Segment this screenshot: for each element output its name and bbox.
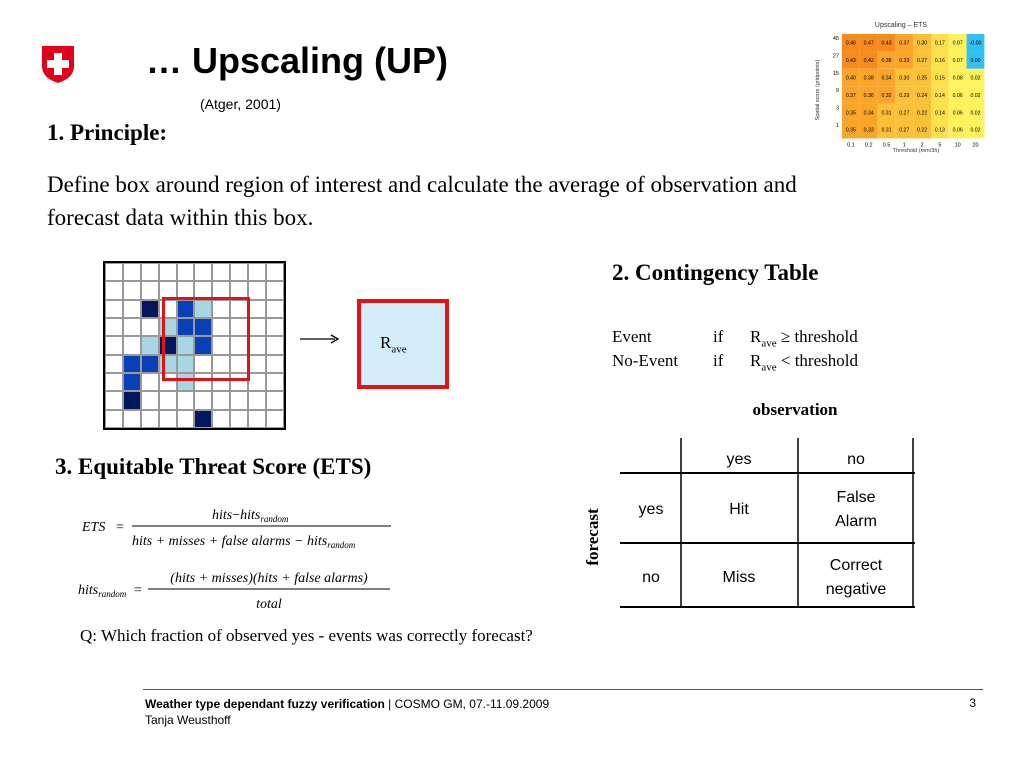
grid-cell: [248, 281, 266, 299]
grid-cell: [248, 318, 266, 336]
col-no: no: [847, 451, 865, 468]
grid-cell: [177, 391, 195, 409]
heatmap-row-label: 45: [832, 36, 839, 42]
grid-cell: [105, 281, 123, 299]
heatmap-col-label: 20: [972, 142, 979, 149]
heatmap-value: 0.33: [899, 58, 910, 65]
slide-title: … Upscaling (UP): [146, 40, 449, 81]
heatmap-col-label: 0.5: [882, 142, 891, 149]
section-contingency-heading: 2. Contingency Table: [612, 260, 819, 285]
principle-text: Define box around region of interest and calculate the average of observation and forecast data within this box.: [47, 172, 797, 230]
grid-cell: [212, 391, 230, 409]
heatmap-value: 0.37: [845, 92, 856, 99]
grid-cell: [141, 336, 159, 354]
heatmap-ylabel: Spatial score (gridpoints): [815, 59, 821, 121]
grid-cell: [141, 300, 159, 318]
heatmap-value: 0.43: [845, 58, 856, 65]
heatmap-title: Upscaling – ETS: [874, 22, 928, 29]
page-number: 3: [969, 696, 976, 710]
footer-event: | COSMO GM, 07.-11.09.2009: [384, 697, 550, 711]
grid-cell: [105, 355, 123, 373]
upscaling-box: [162, 297, 250, 381]
heatmap-value: 0.34: [863, 110, 874, 117]
heatmap-value: 0.14: [934, 92, 945, 99]
forecast-label: forecast: [583, 508, 602, 566]
heatmap-value: 0.47: [863, 40, 874, 47]
heatmap-row-label: 15: [832, 70, 839, 77]
heatmap-value: 0.36: [863, 92, 874, 99]
heatmap-value: 0.22: [917, 110, 928, 117]
heatmap-value: 0.43: [881, 40, 892, 47]
heatmap-value: 0.02: [970, 110, 981, 117]
cell-correct-neg-1: Correct: [829, 557, 883, 574]
cell-correct-neg-2: negative: [825, 581, 887, 598]
grid-cell: [248, 300, 266, 318]
grid-cell: [123, 318, 141, 336]
footer-title: Weather type dependant fuzzy verification: [145, 697, 385, 711]
heatmap-value: 0.14: [934, 110, 945, 117]
grid-cell: [266, 355, 284, 373]
grid-cell: [105, 300, 123, 318]
heatmap-value: 0.22: [917, 127, 928, 134]
observation-label: observation: [752, 400, 838, 419]
heatmap-col-label: 5: [938, 142, 942, 149]
grid-cell: [105, 391, 123, 409]
heatmap-value: 0.35: [845, 127, 856, 134]
row-yes: yes: [638, 501, 664, 518]
grid-cell: [177, 263, 195, 281]
heatmap-value: 0.06: [952, 92, 963, 99]
heatmap-value: 0.42: [863, 58, 874, 65]
grid-cell: [141, 391, 159, 409]
grid-cell: [266, 391, 284, 409]
heatmap-value: 0.35: [845, 110, 856, 117]
ets-heatmap: [810, 18, 986, 160]
ets-eq: =: [116, 520, 124, 535]
grid-cell: [194, 410, 212, 428]
heatmap-value: 0.15: [934, 75, 945, 82]
heatmap-value: 0.24: [917, 92, 928, 99]
heatmap-col-label: 0.2: [864, 142, 873, 149]
grid-cell: [230, 410, 248, 428]
grid-cell: [194, 263, 212, 281]
grid-cell: [123, 410, 141, 428]
ets-formulas: [78, 505, 408, 615]
cell-miss: Miss: [722, 569, 756, 586]
grid-cell: [105, 410, 123, 428]
grid-cell: [123, 391, 141, 409]
grid-cell: [105, 336, 123, 354]
col-yes: yes: [726, 451, 752, 468]
heatmap-value: 0.17: [934, 40, 945, 47]
heatmap-row-label: 9: [835, 88, 839, 95]
cell-false-alarm-2: Alarm: [835, 513, 877, 530]
ets-denominator: hits + misses + false alarms − hits$_{random}$: [132, 534, 356, 550]
cell-hit: Hit: [729, 501, 749, 518]
grid-cell: [266, 318, 284, 336]
heatmap-value: 0.30: [917, 40, 928, 47]
grid-cell: [230, 263, 248, 281]
grid-cell: [141, 410, 159, 428]
grid-cell: [159, 410, 177, 428]
heatmap-value: 0.06: [952, 110, 963, 117]
grid-cell: [212, 410, 230, 428]
heatmap-col-label: 1: [902, 142, 906, 149]
grid-cell: [105, 373, 123, 391]
grid-cell: [141, 373, 159, 391]
rule-event: Event if $R_{ave}$ ≥ threshold: [612, 327, 858, 350]
grid-cell: [266, 300, 284, 318]
grid-cell: [248, 355, 266, 373]
heatmap-value: -0.00: [969, 40, 982, 47]
ets-numerator: hits−hits$_{random}$: [212, 508, 289, 524]
heatmap-row-label: 27: [832, 53, 839, 60]
grid-cell: [230, 391, 248, 409]
heatmap-row-label: 1: [835, 123, 839, 129]
heatmap-value: 0.02: [970, 92, 981, 99]
heatmap-value: 0.34: [881, 75, 892, 82]
cell-false-alarm-1: False: [836, 489, 876, 506]
grid-cell: [105, 263, 123, 281]
heatmap-value: 0.07: [952, 40, 963, 47]
heatmap-value: 0.06: [952, 127, 963, 134]
heatmap-value: 0.02: [970, 127, 981, 134]
grid-cell: [141, 281, 159, 299]
heatmap-value: 0.02: [970, 75, 981, 82]
heatmap-value: 0.38: [881, 58, 892, 65]
heatmap-value: 0.13: [934, 127, 945, 134]
grid-cell: [266, 263, 284, 281]
hr-eq: =: [134, 583, 142, 598]
heatmap-value: 0.30: [899, 75, 910, 82]
footer-divider: [143, 689, 983, 690]
rave-label: $R_{ave}$: [380, 333, 407, 356]
grid-cell: [141, 355, 159, 373]
grid-cell: [266, 373, 284, 391]
heatmap-value: 0.00: [970, 58, 981, 65]
heatmap-col-label: 10: [954, 142, 961, 149]
grid-cell: [212, 263, 230, 281]
hr-denominator: total: [256, 597, 282, 612]
grid-cell: [194, 391, 212, 409]
heatmap-value: 0.46: [845, 40, 856, 47]
grid-cell: [123, 300, 141, 318]
hr-lhs: hits$_{random}$: [78, 583, 127, 599]
heatmap-value: 0.27: [899, 127, 910, 134]
heatmap-value: 0.16: [934, 58, 945, 65]
heatmap-value: 0.33: [863, 127, 874, 134]
heatmap-value: 0.31: [881, 110, 892, 117]
grid-cell: [141, 263, 159, 281]
heatmap-value: 0.29: [899, 92, 910, 99]
heatmap-value: 0.37: [899, 40, 910, 47]
question-text: Q: Which fraction of observed yes - events was correctly forecast?: [80, 626, 533, 645]
grid-cell: [248, 391, 266, 409]
grid-cell: [123, 355, 141, 373]
heatmap-value: 0.27: [917, 58, 928, 65]
grid-cell: [141, 318, 159, 336]
rule-no-event: No-Event if $R_{ave}$ < threshold: [612, 351, 858, 374]
grid-cell: [123, 373, 141, 391]
grid-cell: [159, 391, 177, 409]
grid-cell: [123, 336, 141, 354]
grid-cell: [248, 373, 266, 391]
grid-cell: [266, 336, 284, 354]
grid-cell: [266, 281, 284, 299]
swiss-flag-logo: [40, 44, 76, 84]
heatmap-value: 0.08: [952, 75, 963, 82]
grid-cell: [248, 263, 266, 281]
heatmap-xlabel: Threshold (mm/3h): [892, 148, 940, 154]
heatmap-col-label: 2: [920, 142, 924, 149]
heatmap-value: 0.40: [845, 75, 856, 82]
hr-numerator: (hits + misses)(hits + false alarms): [170, 571, 368, 586]
grid-cell: [123, 263, 141, 281]
row-no: no: [642, 569, 660, 586]
ets-lhs: ETS: [82, 520, 106, 535]
heatmap-value: 0.27: [899, 110, 910, 117]
citation: (Atger, 2001): [200, 96, 281, 112]
heatmap-col-label: 0.1: [847, 142, 855, 149]
arrow-right-icon: [300, 332, 340, 346]
heatmap-value: 0.07: [952, 58, 963, 65]
heatmap-value: 0.32: [881, 92, 892, 99]
heatmap-value: 0.25: [917, 75, 928, 82]
forecast-label-wrap: [570, 497, 616, 577]
heatmap-value: 0.31: [881, 127, 892, 134]
contingency-table: [620, 438, 915, 608]
grid-cell: [105, 318, 123, 336]
heatmap-value: 0.38: [863, 75, 874, 82]
footer-author: Tanja Weusthoff: [145, 713, 231, 727]
grid-cell: [248, 410, 266, 428]
section-principle-heading: 1. Principle:: [47, 120, 168, 145]
grid-cell: [177, 410, 195, 428]
grid-cell: [248, 336, 266, 354]
grid-cell: [159, 263, 177, 281]
heatmap-row-label: 3: [835, 105, 839, 112]
footer-text: [145, 696, 549, 728]
section-ets-heading: 3. Equitable Threat Score (ETS): [55, 454, 372, 479]
grid-cell: [266, 410, 284, 428]
grid-cell: [123, 281, 141, 299]
